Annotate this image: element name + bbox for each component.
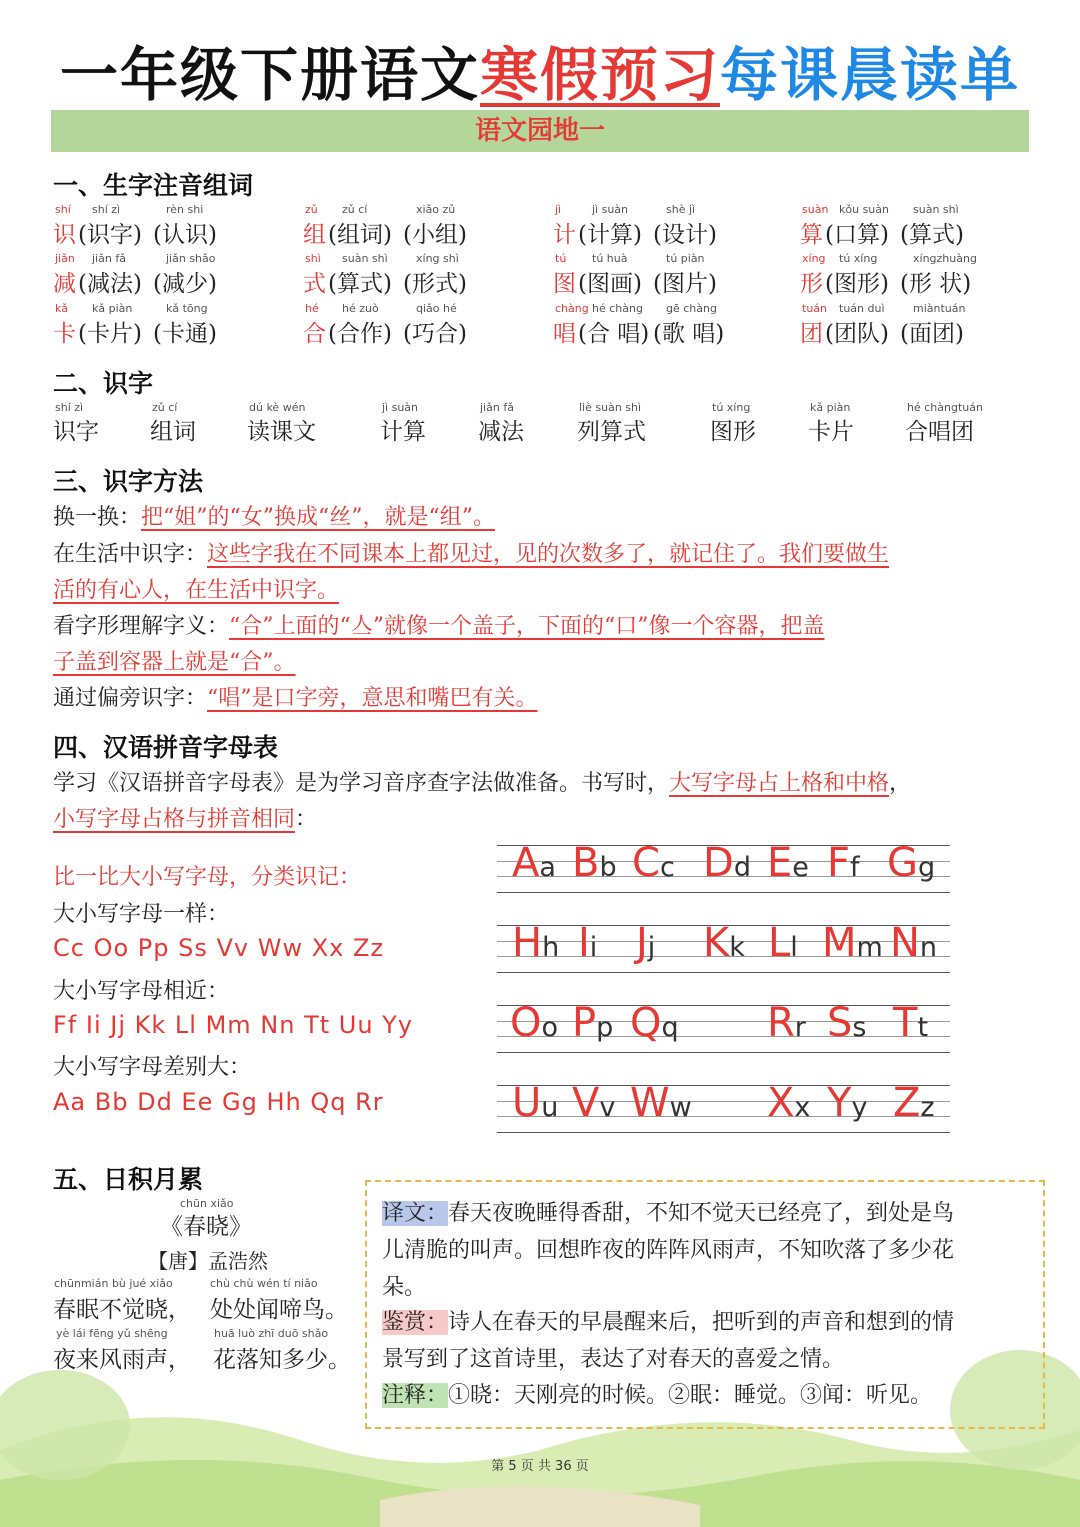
char: 组 (303, 222, 326, 248)
section3-heading: 三、识字方法 (53, 467, 204, 496)
word: 计算 (380, 419, 426, 445)
word-pinyin: kǒu suàn (839, 203, 889, 216)
lowercase-letter: m (856, 932, 883, 963)
char-pinyin: xíng (802, 252, 826, 265)
char-pinyin: tú (555, 252, 567, 265)
diff-label: 大小写字母差别大： (53, 1055, 252, 1080)
char-pinyin: jiǎn (55, 252, 75, 265)
char-pinyin: hé (305, 302, 319, 315)
word-pinyin: kǎ tōng (166, 302, 208, 315)
pinyin-intro-colon: ： (295, 807, 318, 832)
appreciation-line (382, 1305, 954, 1336)
word-pinyin: jiǎn fǎ (92, 252, 126, 265)
poem-author: 【唐】孟浩然 (148, 1249, 268, 1273)
pinyin-intro-text: 学习《汉语拼音字母表》是为学习音序查字法做准备。书写时， (53, 771, 670, 796)
alphabet-letter-pair (890, 920, 937, 966)
uppercase-letter: J (636, 920, 648, 966)
method-line-3 (53, 609, 825, 640)
translation-line (382, 1196, 954, 1227)
char-pinyin: shí (55, 203, 71, 216)
char-pinyin: jì (555, 203, 562, 216)
method-line-4 (53, 681, 538, 712)
char-pinyin: tuán (802, 302, 827, 315)
word-pinyin: jiǎn shǎo (166, 252, 216, 265)
word-pinyin: tú xíng (839, 252, 878, 265)
lowercase-letter: q (661, 1012, 679, 1043)
uppercase-letter: S (827, 1000, 853, 1046)
poem-line: 花落知多少。 (213, 1347, 351, 1373)
word-pinyin: shí zì (55, 401, 84, 414)
method-label: 换一换： (53, 505, 142, 530)
translation-text: 儿清脆的叫声。回想昨夜的阵阵风雨声，不知吹落了多少花 (382, 1238, 955, 1263)
method-label: 在生活中识字： (53, 542, 208, 567)
word-pinyin: miàntuán (913, 302, 966, 315)
char: 计 (553, 222, 576, 248)
title-part1: 一年级下册语文 (59, 41, 480, 109)
word: 组词 (150, 419, 196, 445)
close-label: 大小写字母相近： (53, 979, 230, 1004)
poem-line: 处处闻啼鸟。 (210, 1297, 348, 1323)
uppercase-letter: G (887, 840, 918, 886)
close-letters: Ff Ii Jj Kk Ll Mm Nn Tt Uu Yy (53, 1011, 414, 1039)
translation-text: 春天夜晚睡得香甜，不知不觉天已经亮了，到处是鸟 (448, 1201, 955, 1226)
lowercase-letter: d (733, 852, 751, 883)
char-pinyin: kǎ (55, 302, 69, 315)
alphabet-letter-pair (572, 1080, 615, 1126)
alphabet-letter-pair (767, 1080, 810, 1126)
word-pinyin: qiǎo hé (416, 302, 457, 315)
uppercase-letter: A (512, 840, 540, 886)
grid-row (497, 1005, 950, 1053)
lowercase-letter: r (794, 1012, 806, 1043)
char: 算 (800, 222, 823, 248)
char: 减 (53, 271, 76, 297)
uppercase-letter: R (767, 1000, 795, 1046)
word-pinyin: kǎ piàn (92, 302, 133, 315)
diff-letters: Aa Bb Dd Ee Gg Hh Qq Rr (53, 1088, 384, 1116)
word-pinyin: gē chàng (666, 302, 717, 315)
lowercase-letter: t (917, 1012, 929, 1043)
pinyin-intro-answer: 小写字母占格与拼音相同 (53, 807, 296, 832)
pinyin-intro-line-1 (53, 766, 911, 797)
method-label: 通过偏旁识字： (53, 686, 208, 711)
page-footer: 第 5 页 共 36 页 (491, 1459, 589, 1474)
word-pinyin: suàn shì (342, 252, 388, 265)
word-pinyin: hé zuò (342, 302, 379, 315)
lowercase-letter: c (659, 852, 675, 883)
lowercase-letter: e (792, 852, 809, 883)
word-pinyin: hé chàngtuán (907, 401, 983, 414)
translation-text: 朵。 (382, 1275, 427, 1300)
word-pinyin: dú kè wén (249, 401, 306, 414)
word: (减少) (153, 271, 217, 297)
pinyin-intro-line-2 (53, 802, 317, 833)
word-pinyin: shí zì (92, 203, 121, 216)
lowercase-letter: i (589, 932, 598, 963)
char: 形 (800, 271, 823, 297)
alphabet-letter-pair (767, 840, 809, 886)
word: (合作) (328, 321, 392, 347)
section2-heading: 二、识字 (53, 369, 154, 398)
word-pinyin: xiǎo zǔ (416, 203, 456, 216)
word: (巧合) (403, 321, 467, 347)
poem-line: 夜来风雨声， (53, 1347, 191, 1373)
poem-pinyin: yè lái fēng yǔ shēng (56, 1327, 168, 1340)
lowercase-letter: o (541, 1012, 559, 1043)
pinyin-intro-comma: ， (889, 771, 912, 796)
alphabet-letter-pair (893, 1080, 935, 1126)
word: (歌 唱) (653, 321, 725, 347)
uppercase-letter: O (510, 1000, 542, 1046)
lowercase-letter: b (599, 852, 617, 883)
word: (合 唱) (578, 321, 650, 347)
alphabet-letter-pair (630, 1080, 692, 1126)
word: (口算) (825, 222, 889, 248)
word-pinyin: liè suàn shì (579, 401, 642, 414)
uppercase-letter: Q (630, 1000, 662, 1046)
method-line-2b (53, 573, 339, 604)
word: 读课文 (247, 419, 316, 445)
appreciation-text: 诗人在春天的早晨醒来后，把听到的声音和想到的情 (448, 1310, 955, 1335)
word: (识字) (78, 222, 142, 248)
word-pinyin: zǔ cí (342, 203, 368, 216)
method-answer: 把“姐”的“女”换成“丝”，就是“组”。 (141, 505, 495, 530)
alphabet-letter-pair (632, 840, 675, 886)
note-label: 注释： (382, 1383, 449, 1408)
alphabet-letter-pair (887, 840, 935, 886)
section4-heading: 四、汉语拼音字母表 (53, 733, 279, 762)
uppercase-letter: M (822, 920, 857, 966)
lowercase-letter: h (542, 932, 560, 963)
uppercase-letter: L (768, 920, 791, 966)
uppercase-letter: C (632, 840, 660, 886)
char: 合 (303, 321, 326, 347)
pinyin-intro-answer: 大写字母占上格和中格 (669, 771, 890, 796)
word-pinyin: jì suàn (592, 203, 629, 216)
alphabet-letter-pair (636, 920, 655, 966)
word: (卡通) (153, 321, 217, 347)
char: 团 (800, 321, 823, 347)
uppercase-letter: I (578, 920, 590, 966)
word-pinyin: suàn shì (913, 203, 959, 216)
word-pinyin: zǔ cí (152, 401, 178, 414)
word: (图画) (578, 271, 642, 297)
section5-heading: 五、日积月累 (53, 1165, 204, 1194)
lowercase-letter: g (918, 852, 936, 883)
uppercase-letter: U (512, 1080, 542, 1126)
method-answer: “合”上面的“亼”就像一个盖子，下面的“口”像一个容器，把盖 (229, 614, 825, 639)
uppercase-letter: F (827, 840, 851, 886)
word: 合唱团 (905, 419, 974, 445)
word: (图形) (825, 271, 889, 297)
uppercase-letter: N (890, 920, 920, 966)
poem-line: 春眠不觉晓， (53, 1297, 191, 1323)
word: (面团) (900, 321, 964, 347)
word: 识字 (53, 419, 99, 445)
alphabet-letter-pair (512, 920, 559, 966)
word: (算式) (328, 271, 392, 297)
method-answer: 子盖到容器上就是“合”。 (53, 650, 296, 675)
word: (形式) (403, 271, 467, 297)
method-line-3b (53, 645, 296, 676)
word: (算式) (900, 222, 964, 248)
lowercase-letter: p (596, 1012, 614, 1043)
note-line (382, 1378, 932, 1409)
note-text: ①晓：天刚亮的时候。②眠：睡觉。③闻：听见。 (448, 1383, 933, 1408)
word-pinyin: tuán duì (839, 302, 885, 315)
lowercase-letter: k (729, 932, 745, 963)
lesson-banner: 语文园地一 (51, 110, 1029, 152)
uppercase-letter: P (572, 1000, 597, 1046)
alphabet-letter-pair (893, 1000, 928, 1046)
word: (计算) (578, 222, 642, 248)
lowercase-letter: a (539, 852, 556, 883)
lowercase-letter: x (794, 1092, 811, 1123)
word: 列算式 (577, 419, 646, 445)
word: 卡片 (808, 419, 854, 445)
alphabet-letter-pair (572, 840, 617, 886)
alphabet-letter-pair (827, 1000, 866, 1046)
word: (组词) (328, 222, 392, 248)
translation-label: 译文： (382, 1201, 449, 1226)
word-pinyin: xíng shì (416, 252, 459, 265)
lowercase-letter: y (851, 1092, 868, 1123)
alphabet-letter-pair (630, 1000, 679, 1046)
same-letters: Cc Oo Pp Ss Vv Ww Xx Zz (53, 934, 385, 962)
method-label: 看字形理解字义： (53, 614, 230, 639)
poem-title: 《春晓》 (160, 1214, 252, 1240)
lowercase-letter: l (790, 932, 798, 963)
word: (团队) (825, 321, 889, 347)
uppercase-letter: B (572, 840, 600, 886)
alphabet-letter-pair (703, 840, 751, 886)
char-pinyin: shì (305, 252, 321, 265)
poem-pinyin: huā luò zhī duō shǎo (214, 1327, 329, 1340)
char-pinyin: zǔ (305, 203, 318, 216)
lowercase-letter: s (852, 1012, 867, 1043)
uppercase-letter: H (512, 920, 543, 966)
method-line-2 (53, 537, 889, 568)
uppercase-letter: T (893, 1000, 918, 1046)
word: 图形 (710, 419, 756, 445)
alphabet-letter-pair (510, 1000, 558, 1046)
word: (卡片) (78, 321, 142, 347)
lowercase-letter: v (599, 1092, 616, 1123)
word-pinyin: shè jì (666, 203, 696, 216)
appreciation-label: 鉴赏： (382, 1310, 449, 1335)
alphabet-letter-pair (767, 1000, 806, 1046)
uppercase-letter: Z (893, 1080, 921, 1126)
compare-heading: 比一比大小写字母，分类识记： (53, 865, 362, 890)
poem-title-pinyin: chūn xiǎo (180, 1197, 234, 1210)
word-pinyin: jiǎn fǎ (480, 401, 514, 414)
word: (减法) (78, 271, 142, 297)
grid-row (497, 1085, 950, 1133)
title-part3: 每课晨读单 (720, 41, 1021, 109)
word-pinyin: tú piàn (666, 252, 705, 265)
alphabet-letter-pair (512, 1080, 558, 1126)
alphabet-letter-pair (578, 920, 597, 966)
lowercase-letter: u (541, 1092, 559, 1123)
uppercase-letter: W (630, 1080, 670, 1126)
word-pinyin: jì suàn (382, 401, 419, 414)
section1-heading: 一、生字注音组词 (53, 171, 254, 200)
char-pinyin: chàng (555, 302, 589, 315)
word-pinyin: tú huà (592, 252, 628, 265)
word: (认识) (153, 222, 217, 248)
method-answer: 活的有心人，在生活中识字。 (53, 578, 340, 603)
char: 卡 (53, 321, 76, 347)
page-title (0, 28, 1080, 112)
word: 减法 (478, 419, 524, 445)
lowercase-letter: w (669, 1092, 692, 1123)
lowercase-letter: n (919, 932, 938, 963)
alphabet-letter-pair (512, 840, 556, 886)
char: 图 (553, 271, 576, 297)
lowercase-letter: z (920, 1092, 935, 1123)
uppercase-letter: V (572, 1080, 600, 1126)
word-pinyin: hé chàng (592, 302, 643, 315)
lowercase-letter: j (647, 932, 656, 963)
alphabet-letter-pair (572, 1000, 613, 1046)
alphabet-letter-pair (703, 920, 745, 966)
word-pinyin: rèn shi (166, 203, 204, 216)
poem-pinyin: chù chù wén tí niǎo (210, 1277, 318, 1290)
word: (小组) (403, 222, 467, 248)
lowercase-letter: f (850, 852, 860, 883)
word-pinyin: kǎ piàn (810, 401, 851, 414)
appreciation-text: 景写到了这首诗里，表达了对春天的喜爱之情。 (382, 1347, 845, 1372)
alphabet-letter-pair (827, 840, 860, 886)
char-pinyin: suàn (802, 203, 829, 216)
word: (形 状) (900, 271, 972, 297)
word-pinyin: xíngzhuàng (913, 252, 977, 265)
same-label: 大小写字母一样： (53, 902, 230, 927)
poem-pinyin: chūnmián bù jué xiǎo (54, 1277, 173, 1290)
uppercase-letter: K (703, 920, 730, 966)
char: 识 (53, 222, 76, 248)
alphabet-letter-pair (822, 920, 883, 966)
uppercase-letter: D (703, 840, 734, 886)
uppercase-letter: Y (827, 1080, 852, 1126)
word-pinyin: tú xíng (712, 401, 751, 414)
title-part2: 寒假预习 (479, 41, 720, 109)
method-answer: 这些字我在不同课本上都见过，见的次数多了，就记住了。我们要做生 (207, 542, 890, 567)
method-line-1 (53, 500, 495, 531)
method-answer: “唱”是口字旁，意思和嘴巴有关。 (207, 686, 538, 711)
word: (图片) (653, 271, 717, 297)
alphabet-letter-pair (768, 920, 798, 966)
word: (设计) (653, 222, 717, 248)
uppercase-letter: E (767, 840, 793, 886)
uppercase-letter: X (767, 1080, 795, 1126)
char: 唱 (553, 321, 576, 347)
alphabet-letter-pair (827, 1080, 867, 1126)
char: 式 (303, 271, 326, 297)
